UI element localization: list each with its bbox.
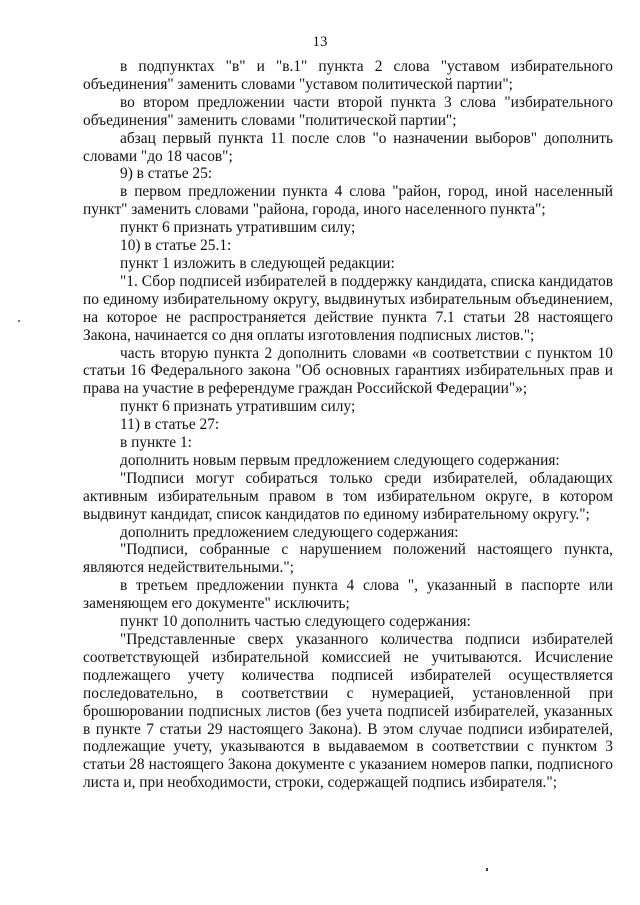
paragraph: пункт 10 дополнить частью следующего содержания: <box>120 613 471 631</box>
page-number: 13 <box>312 34 328 50</box>
paragraph: во втором предложении части второй пункта 3 слова "избирательного объединения" заменить словами "политической партии"; <box>83 93 613 129</box>
paragraph: в пункте 1: <box>120 434 192 452</box>
paragraph: 10) в статье 25.1: <box>120 237 232 255</box>
paragraph: пункт 1 изложить в следующей редакции: <box>120 254 395 272</box>
paragraph: "Представленные сверх указанного количества подписи избирателей соответствующей избирательной комиссией не учитываются. Исчисление подлежащего учету количества подписей избирателей осуществляется последовательно, в соответствии с нумерацией, установленной при брошюровании подписных листов (без учета подписей избирателей, указанных в пункте 7 статьи 29 настоящего Закона). В этом случае подписи избирателей, подлежащие учету, указываются в выдаваемом в соответствии с пунктом 3 статьи 28 настоящего Закона документе с указанием номеров папки, подписного листа и, при необходимости, строки, содержащей подпись избирателя."; <box>83 631 613 792</box>
paragraph: 9) в статье 25: <box>120 165 213 183</box>
paragraph: 11) в статье 27: <box>120 416 220 434</box>
document-body <box>83 58 613 792</box>
scan-speck <box>486 868 488 871</box>
paragraph: абзац первый пункта 11 после слов "о назначении выборов" дополнить словами "до 18 часов"; <box>83 129 613 165</box>
paragraph: "Подписи могут собираться только среди избирателей, обладающих активным избирательным правом в том избирательном округе, в котором выдвинут кандидат, список кандидатов по единому избирательному округу."; <box>83 469 613 523</box>
paragraph: часть вторую пункта 2 дополнить словами «в соответствии с пунктом 10 статьи 16 Федерального закона "Об основных гарантиях избирательных прав и права на участие в референдуме граждан Российской Федерации"»; <box>83 344 613 398</box>
paragraph: пункт 6 признать утратившим силу; <box>120 398 356 416</box>
paragraph: "Подписи, собранные с нарушением положений настоящего пункта, являются недействительными."; <box>83 541 613 577</box>
paragraph: дополнить новым первым предложением следующего содержания: <box>120 451 560 469</box>
paragraph: в подпунктах "в" и "в.1" пункта 2 слова "уставом избирательного объединения" заменить словами "уставом политической партии"; <box>83 58 613 93</box>
paragraph: пункт 6 признать утратившим силу; <box>120 219 356 237</box>
margin-mark <box>18 320 20 322</box>
paragraph: в третьем предложении пункта 4 слова ", указанный в паспорте или заменяющем его документе" исключить; <box>83 577 613 613</box>
paragraph: в первом предложении пункта 4 слова "район, город, иной населенный пункт" заменить словами "района, города, иного населенного пункта"; <box>83 183 613 219</box>
paragraph: дополнить предложением следующего содержания: <box>120 523 459 541</box>
paragraph: "1. Сбор подписей избирателей в поддержку кандидата, списка кандидатов по единому избирательному округу, выдвинутых избирательным объединением, на которое не распространяется действие пункта 7.1 статьи 28 настоящего Закона, начинается со дня оплаты изготовления подписных листов."; <box>83 272 613 344</box>
